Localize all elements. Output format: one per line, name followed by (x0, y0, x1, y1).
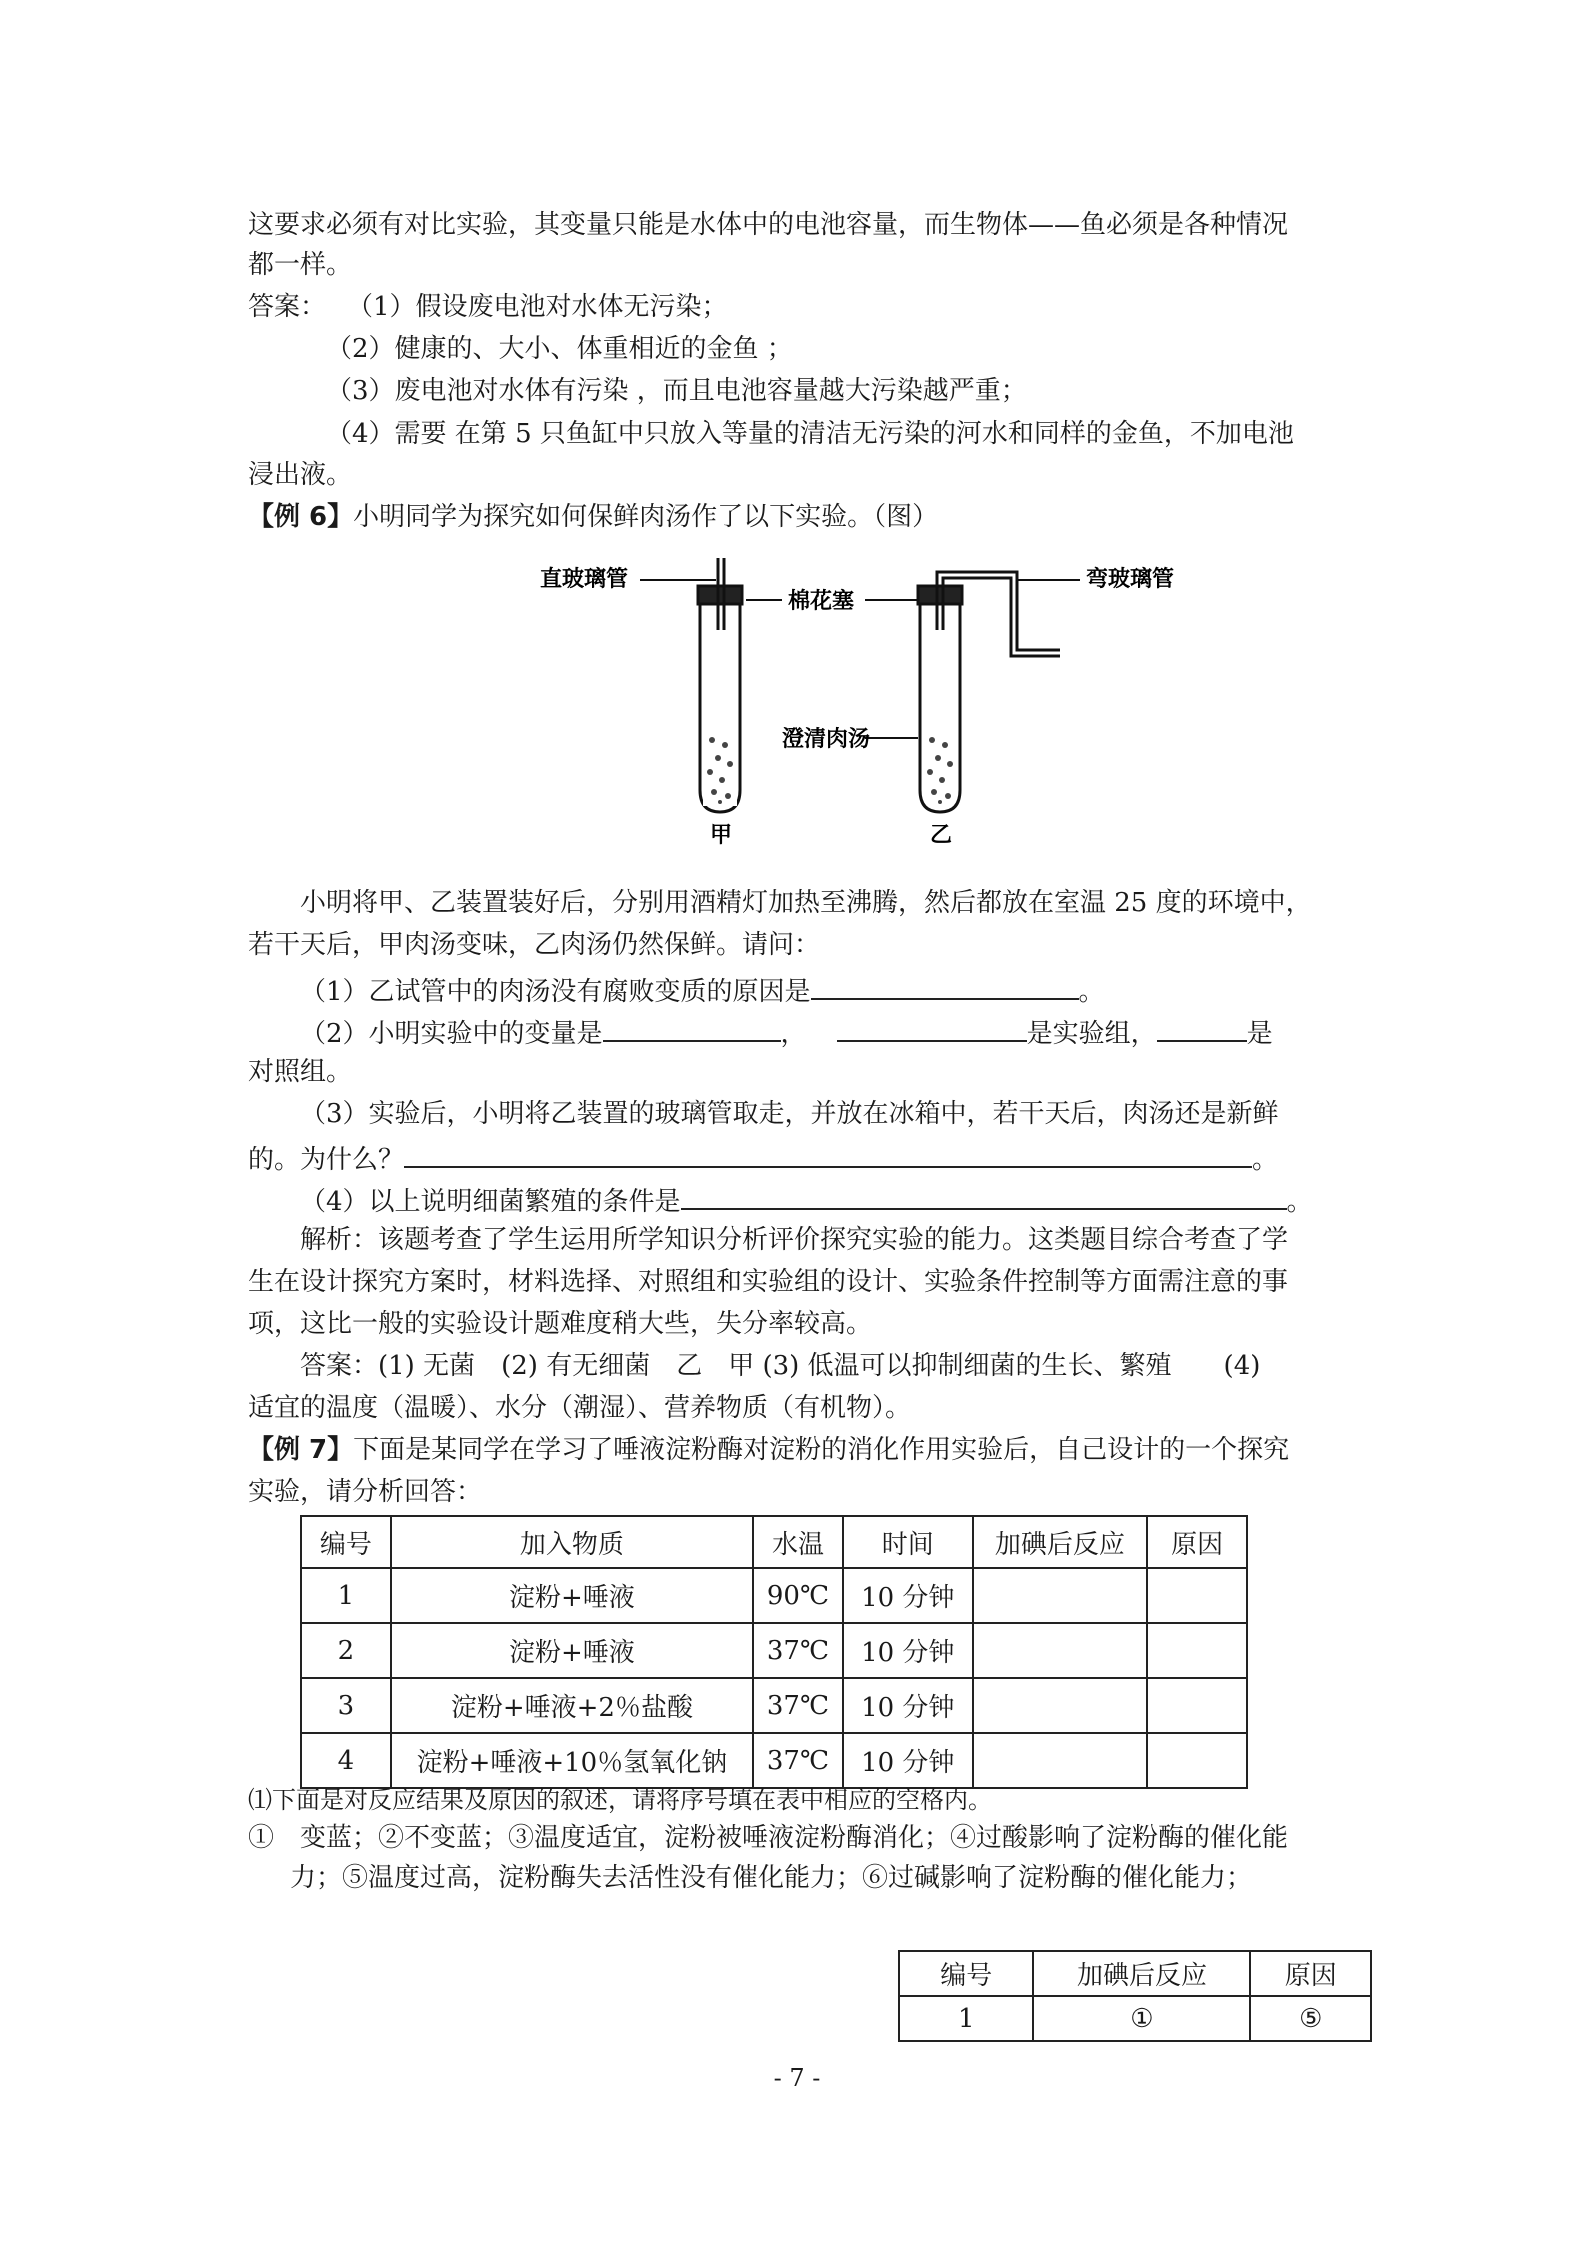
page-number: - 7 - (773, 2064, 821, 2092)
example-6-paragraph-line-1: 小明将甲、乙装置装好后，分别用酒精灯加热至沸腾，然后都放在室温 25 度的环境中， (300, 888, 1312, 918)
table-header: 时间 (843, 1516, 973, 1568)
answer-item-4-line-2: 浸出液。 (248, 460, 353, 490)
table-cell-reason[interactable] (1147, 1623, 1247, 1678)
experiment-table (300, 1515, 1248, 1789)
table-cell: 3 (301, 1678, 391, 1733)
table-cell: 淀粉+唾液+10％氢氧化钠 (391, 1733, 753, 1788)
broth-jia (703, 730, 737, 806)
table-header: 编号 (899, 1951, 1033, 1996)
answer-blank-q1[interactable] (811, 968, 1079, 1000)
table-cell: 2 (301, 1623, 391, 1678)
example-6-question-1: （1）乙试管中的肉汤没有腐败变质的原因是 。 (300, 968, 1105, 1012)
example-6-heading (248, 497, 938, 537)
table-header-row (301, 1516, 1247, 1568)
example-6-question-3-line-2: 的。为什么？ 。 (248, 1136, 1278, 1180)
table-header: 原因 (1147, 1516, 1247, 1568)
example-6-analysis-line-2: 生在设计探究方案时，材料选择、对照组和实验组的设计、实验条件控制等方面需注意的事 (248, 1267, 1289, 1297)
table-row (301, 1568, 1247, 1623)
table-cell-reaction[interactable] (973, 1678, 1148, 1733)
example-6-analysis-line-3: 项，这比一般的实验设计题难度稍大些，失分率较高。 (248, 1309, 873, 1339)
table-header: 加入物质 (391, 1516, 753, 1568)
table-cell-reaction[interactable] (973, 1623, 1148, 1678)
example-6-answer-line-1: 答案：(1) 无菌 (2) 有无细菌 乙 甲 (3) 低温可以抑制细菌的生长、繁殖 (4) (300, 1351, 1261, 1381)
answer-item-3: （3）废电池对水体有污染 ，而且电池容量越大污染越严重； (326, 376, 1027, 406)
answer-blank-q4[interactable] (681, 1178, 1287, 1210)
table-cell: ⑤ (1250, 1996, 1371, 2041)
table-cell: 37℃ (753, 1623, 843, 1678)
example-7-options-line-2: 力；⑤温度过高，淀粉酶失去活性没有催化能力；⑥过碱影响了淀粉酶的催化能力； (290, 1863, 1253, 1893)
table-header: 原因 (1250, 1951, 1371, 1996)
example-7-heading (248, 1430, 1289, 1470)
table-header: 水温 (753, 1516, 843, 1568)
table-cell: 10 分钟 (843, 1568, 973, 1623)
example-7-tag: 【例 7】 (248, 1435, 354, 1465)
table-cell: 1 (301, 1568, 391, 1623)
broth-yi (927, 737, 953, 804)
answer-item-1: （1）假设废电池对水体无污染； (347, 292, 728, 322)
label-cotton-plug: 棉花塞 (788, 589, 855, 614)
example-6-question-2-line-2: 对照组。 (248, 1057, 353, 1087)
example-6-question-3-line-1: （3）实验后，小明将乙装置的玻璃管取走，并放在冰箱中，若干天后，肉汤还是新鲜 (300, 1099, 1279, 1129)
table-row (301, 1678, 1247, 1733)
answer-blank-q2-control[interactable] (1157, 1010, 1247, 1042)
table-cell: 10 分钟 (843, 1678, 973, 1733)
example-7-line-1: 下面是某同学在学习了唾液淀粉酶对淀粉的消化作用实验后，自己设计的一个探究 (353, 1435, 1290, 1465)
table-cell: 37℃ (753, 1733, 843, 1788)
table-cell: 淀粉+唾液 (391, 1568, 753, 1623)
label-straight-tube: 直玻璃管 (540, 567, 629, 592)
table-cell-reason[interactable] (1147, 1733, 1247, 1788)
answer-blank-q2-variable[interactable] (603, 1010, 781, 1042)
table-header: 加碘后反应 (1033, 1951, 1250, 1996)
table-row (899, 1996, 1371, 2041)
table-header: 加碘后反应 (973, 1516, 1148, 1568)
answer-label: 答案： (248, 292, 327, 322)
table-cell-reason[interactable] (1147, 1678, 1247, 1733)
test-tube-yi (918, 572, 1060, 812)
example-6-answer-line-2: 适宜的温度（温暖）、水分（潮湿）、营养物质（有机物）。 (248, 1393, 912, 1423)
intro-line-1: 这要求必须有对比实验，其变量只能是水体中的电池容量，而生物体——鱼必须是各种情况 (248, 210, 1289, 240)
example-6-analysis-line-1: 解析：该题考查了学生运用所学知识分析评价探究实验的能力。这类题目综合考查了学 (300, 1225, 1289, 1255)
table-cell: 淀粉+唾液+2％盐酸 (391, 1678, 753, 1733)
table-cell: ① (1033, 1996, 1250, 2041)
answer-blank-q2-experimental[interactable] (837, 1010, 1027, 1042)
table-cell-reason[interactable] (1147, 1568, 1247, 1623)
example-6-title: 小明同学为探究如何保鲜肉汤作了以下实验。（图） (353, 502, 939, 532)
example-7-options-line-1: ① 变蓝；②不变蓝；③温度适宜，淀粉被唾液淀粉酶消化；④过酸影响了淀粉酶的催化能 (248, 1823, 1289, 1853)
table-cell: 10 分钟 (843, 1733, 973, 1788)
table-header-row (899, 1951, 1371, 1996)
intro-line-2: 都一样。 (248, 250, 353, 280)
example-6-paragraph-line-2: 若干天后，甲肉汤变味，乙肉汤仍然保鲜。请问： (248, 930, 821, 960)
label-tube-yi: 乙 (930, 823, 953, 848)
broth-experiment-diagram (520, 550, 1180, 850)
example-6-question-4: （4）以上说明细菌繁殖的条件是 。 (300, 1178, 1313, 1222)
table-cell: 淀粉+唾液 (391, 1623, 753, 1678)
table-cell: 4 (301, 1733, 391, 1788)
table-cell-reaction[interactable] (973, 1733, 1148, 1788)
answer-blank-q3[interactable] (404, 1136, 1252, 1168)
label-bent-tube: 弯玻璃管 (1086, 567, 1175, 592)
label-clear-broth: 澄清肉汤 (782, 727, 871, 752)
table-cell: 37℃ (753, 1678, 843, 1733)
label-tube-jia: 甲 (710, 823, 733, 848)
table-cell: 10 分钟 (843, 1623, 973, 1678)
table-header: 编号 (301, 1516, 391, 1568)
table-cell: 90℃ (753, 1568, 843, 1623)
sample-answer-table (898, 1950, 1372, 2042)
example-6-tag: 【例 6】 (248, 502, 354, 532)
example-7-question-1: ⑴下面是对反应结果及原因的叙述，请将序号填在表中相应的空格内。 (248, 1786, 992, 1814)
table-row (301, 1623, 1247, 1678)
table-cell-reaction[interactable] (973, 1568, 1148, 1623)
example-6-question-2: （2）小明实验中的变量是 ， 是实验组， 是 (300, 1010, 1273, 1054)
example-7-line-2: 实验，请分析回答： (248, 1477, 483, 1507)
answer-item-4-line-1: （4）需要 在第 5 只鱼缸中只放入等量的清洁无污染的河水和同样的金鱼，不加电池 (326, 419, 1294, 449)
answer-item-2: （2）健康的、大小、体重相近的金鱼 ； (326, 334, 793, 364)
table-cell: 1 (899, 1996, 1033, 2041)
